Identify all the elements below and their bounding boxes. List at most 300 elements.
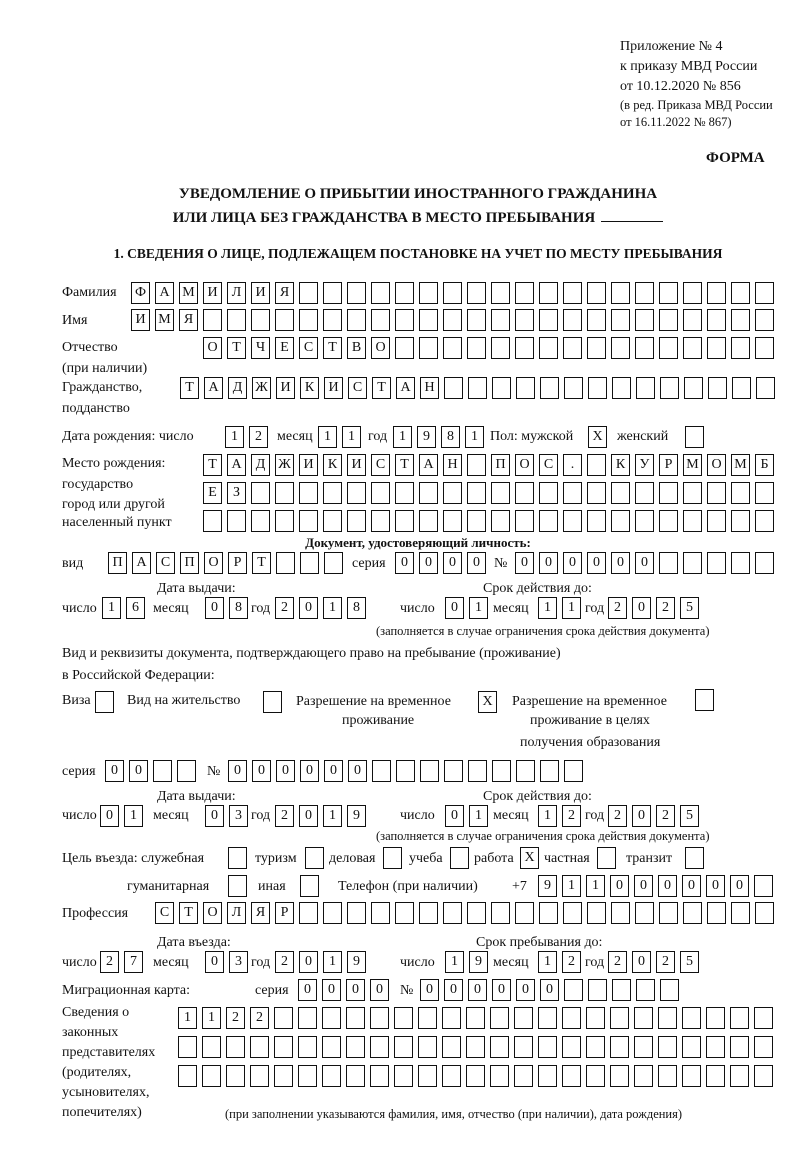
char-cell[interactable]: [396, 760, 415, 782]
char-cell[interactable]: [395, 282, 414, 304]
char-cell[interactable]: 0: [105, 760, 124, 782]
char-cell[interactable]: [755, 337, 774, 359]
char-cell[interactable]: 1: [318, 426, 337, 448]
char-cell[interactable]: [683, 309, 702, 331]
char-cell[interactable]: 0: [322, 979, 341, 1001]
checkbox-cell[interactable]: [685, 426, 704, 448]
char-cell[interactable]: [514, 1036, 533, 1058]
char-cell[interactable]: [682, 1036, 701, 1058]
char-cell[interactable]: [634, 1007, 653, 1029]
char-cell[interactable]: 0: [516, 979, 535, 1001]
char-cell[interactable]: [706, 1065, 725, 1087]
char-cell[interactable]: 1: [323, 597, 342, 619]
char-cell[interactable]: 6: [126, 597, 145, 619]
char-cell[interactable]: [683, 902, 702, 924]
char-cell[interactable]: 1: [323, 805, 342, 827]
char-cell[interactable]: 1: [124, 805, 143, 827]
char-cell[interactable]: И: [347, 454, 366, 476]
char-cell[interactable]: 0: [730, 875, 749, 897]
char-cell[interactable]: А: [396, 377, 415, 399]
char-cell[interactable]: [754, 1065, 773, 1087]
char-cell[interactable]: 0: [100, 805, 119, 827]
char-cell[interactable]: И: [276, 377, 295, 399]
char-cell[interactable]: 0: [515, 552, 534, 574]
char-cell[interactable]: Т: [179, 902, 198, 924]
char-cell[interactable]: П: [108, 552, 127, 574]
char-cell[interactable]: [611, 337, 630, 359]
char-cell[interactable]: 2: [562, 805, 581, 827]
char-cell[interactable]: [515, 337, 534, 359]
char-cell[interactable]: 1: [202, 1007, 221, 1029]
char-cell[interactable]: [177, 760, 196, 782]
char-cell[interactable]: 2: [275, 805, 294, 827]
char-cell[interactable]: [419, 309, 438, 331]
char-cell[interactable]: 8: [229, 597, 248, 619]
char-cell[interactable]: [563, 510, 582, 532]
char-cell[interactable]: 1: [586, 875, 605, 897]
char-cell[interactable]: [612, 979, 631, 1001]
char-cell[interactable]: 5: [680, 951, 699, 973]
char-cell[interactable]: [466, 1036, 485, 1058]
char-cell[interactable]: [467, 482, 486, 504]
char-cell[interactable]: [299, 902, 318, 924]
char-cell[interactable]: [347, 309, 366, 331]
char-cell[interactable]: [323, 510, 342, 532]
char-cell[interactable]: 0: [611, 552, 630, 574]
char-cell[interactable]: 0: [467, 552, 486, 574]
char-cell[interactable]: [491, 309, 510, 331]
char-cell[interactable]: 2: [656, 805, 675, 827]
char-cell[interactable]: [707, 552, 726, 574]
char-cell[interactable]: Т: [323, 337, 342, 359]
checkbox-cell[interactable]: [597, 847, 616, 869]
char-cell[interactable]: М: [683, 454, 702, 476]
char-cell[interactable]: [371, 510, 390, 532]
char-cell[interactable]: [468, 377, 487, 399]
char-cell[interactable]: [347, 510, 366, 532]
char-cell[interactable]: 2: [275, 597, 294, 619]
char-cell[interactable]: [419, 902, 438, 924]
char-cell[interactable]: [467, 902, 486, 924]
char-cell[interactable]: [418, 1007, 437, 1029]
char-cell[interactable]: [491, 282, 510, 304]
char-cell[interactable]: [202, 1036, 221, 1058]
char-cell[interactable]: 1: [562, 875, 581, 897]
char-cell[interactable]: [587, 282, 606, 304]
char-cell[interactable]: 2: [226, 1007, 245, 1029]
char-cell[interactable]: [443, 482, 462, 504]
char-cell[interactable]: [755, 482, 774, 504]
char-cell[interactable]: [298, 1065, 317, 1087]
char-cell[interactable]: [443, 902, 462, 924]
place-of-stay-blank[interactable]: [601, 207, 663, 222]
char-cell[interactable]: [563, 282, 582, 304]
char-cell[interactable]: [443, 282, 462, 304]
char-cell[interactable]: [323, 282, 342, 304]
char-cell[interactable]: [514, 1065, 533, 1087]
char-cell[interactable]: [683, 552, 702, 574]
char-cell[interactable]: [659, 482, 678, 504]
char-cell[interactable]: [658, 1065, 677, 1087]
char-cell[interactable]: [467, 337, 486, 359]
char-cell[interactable]: А: [155, 282, 174, 304]
char-cell[interactable]: [394, 1007, 413, 1029]
char-cell[interactable]: 7: [124, 951, 143, 973]
char-cell[interactable]: [443, 337, 462, 359]
char-cell[interactable]: [372, 760, 391, 782]
char-cell[interactable]: [707, 309, 726, 331]
char-cell[interactable]: [443, 510, 462, 532]
char-cell[interactable]: [419, 282, 438, 304]
char-cell[interactable]: П: [491, 454, 510, 476]
char-cell[interactable]: [443, 309, 462, 331]
char-cell[interactable]: [322, 1007, 341, 1029]
char-cell[interactable]: Т: [180, 377, 199, 399]
char-cell[interactable]: 0: [610, 875, 629, 897]
char-cell[interactable]: 1: [393, 426, 412, 448]
char-cell[interactable]: К: [611, 454, 630, 476]
char-cell[interactable]: 0: [346, 979, 365, 1001]
char-cell[interactable]: [419, 337, 438, 359]
checkbox-cell[interactable]: [450, 847, 469, 869]
char-cell[interactable]: [275, 510, 294, 532]
char-cell[interactable]: [467, 282, 486, 304]
char-cell[interactable]: [635, 510, 654, 532]
char-cell[interactable]: 9: [469, 951, 488, 973]
char-cell[interactable]: О: [371, 337, 390, 359]
char-cell[interactable]: [564, 979, 583, 1001]
char-cell[interactable]: [634, 1065, 653, 1087]
char-cell[interactable]: М: [731, 454, 750, 476]
char-cell[interactable]: [394, 1036, 413, 1058]
char-cell[interactable]: О: [203, 902, 222, 924]
char-cell[interactable]: 0: [540, 979, 559, 1001]
char-cell[interactable]: М: [179, 282, 198, 304]
char-cell[interactable]: И: [299, 454, 318, 476]
char-cell[interactable]: [730, 1007, 749, 1029]
char-cell[interactable]: А: [419, 454, 438, 476]
char-cell[interactable]: 5: [680, 597, 699, 619]
char-cell[interactable]: Р: [275, 902, 294, 924]
char-cell[interactable]: [755, 282, 774, 304]
char-cell[interactable]: [298, 1036, 317, 1058]
char-cell[interactable]: [323, 482, 342, 504]
char-cell[interactable]: Я: [251, 902, 270, 924]
char-cell[interactable]: [395, 510, 414, 532]
char-cell[interactable]: Б: [755, 454, 774, 476]
char-cell[interactable]: 2: [608, 805, 627, 827]
char-cell[interactable]: И: [251, 282, 270, 304]
char-cell[interactable]: [226, 1065, 245, 1087]
char-cell[interactable]: И: [324, 377, 343, 399]
char-cell[interactable]: [564, 377, 583, 399]
char-cell[interactable]: [563, 309, 582, 331]
char-cell[interactable]: У: [635, 454, 654, 476]
char-cell[interactable]: [563, 902, 582, 924]
char-cell[interactable]: [730, 1065, 749, 1087]
char-cell[interactable]: Л: [227, 902, 246, 924]
char-cell[interactable]: [444, 377, 463, 399]
char-cell[interactable]: 0: [419, 552, 438, 574]
char-cell[interactable]: А: [227, 454, 246, 476]
char-cell[interactable]: [153, 760, 172, 782]
char-cell[interactable]: [755, 552, 774, 574]
char-cell[interactable]: [515, 902, 534, 924]
char-cell[interactable]: 0: [228, 760, 247, 782]
checkbox-cell[interactable]: [228, 875, 247, 897]
char-cell[interactable]: 8: [347, 597, 366, 619]
char-cell[interactable]: [731, 510, 750, 532]
char-cell[interactable]: [516, 760, 535, 782]
char-cell[interactable]: Н: [420, 377, 439, 399]
char-cell[interactable]: [418, 1036, 437, 1058]
char-cell[interactable]: [347, 902, 366, 924]
char-cell[interactable]: [587, 454, 606, 476]
char-cell[interactable]: 0: [658, 875, 677, 897]
char-cell[interactable]: 0: [298, 979, 317, 1001]
char-cell[interactable]: Т: [203, 454, 222, 476]
char-cell[interactable]: 0: [299, 805, 318, 827]
char-cell[interactable]: [682, 1007, 701, 1029]
char-cell[interactable]: [442, 1036, 461, 1058]
char-cell[interactable]: 1: [178, 1007, 197, 1029]
char-cell[interactable]: 0: [300, 760, 319, 782]
char-cell[interactable]: [754, 1036, 773, 1058]
char-cell[interactable]: [490, 1065, 509, 1087]
char-cell[interactable]: 1: [445, 951, 464, 973]
char-cell[interactable]: С: [371, 454, 390, 476]
char-cell[interactable]: 2: [656, 597, 675, 619]
char-cell[interactable]: О: [204, 552, 223, 574]
char-cell[interactable]: [682, 1065, 701, 1087]
char-cell[interactable]: [587, 510, 606, 532]
char-cell[interactable]: [323, 902, 342, 924]
char-cell[interactable]: [298, 1007, 317, 1029]
char-cell[interactable]: 2: [608, 951, 627, 973]
char-cell[interactable]: 0: [445, 597, 464, 619]
char-cell[interactable]: [371, 482, 390, 504]
char-cell[interactable]: [635, 282, 654, 304]
char-cell[interactable]: [538, 1036, 557, 1058]
checkbox-cell[interactable]: [95, 691, 114, 713]
char-cell[interactable]: М: [155, 309, 174, 331]
char-cell[interactable]: [659, 282, 678, 304]
char-cell[interactable]: [491, 510, 510, 532]
char-cell[interactable]: [250, 1036, 269, 1058]
char-cell[interactable]: [226, 1036, 245, 1058]
char-cell[interactable]: 1: [538, 951, 557, 973]
checkbox-cell[interactable]: [305, 847, 324, 869]
char-cell[interactable]: [395, 482, 414, 504]
char-cell[interactable]: 0: [348, 760, 367, 782]
char-cell[interactable]: Ж: [275, 454, 294, 476]
char-cell[interactable]: К: [323, 454, 342, 476]
char-cell[interactable]: Ф: [131, 282, 150, 304]
char-cell[interactable]: 8: [441, 426, 460, 448]
char-cell[interactable]: 0: [632, 597, 651, 619]
char-cell[interactable]: [754, 1007, 773, 1029]
char-cell[interactable]: [466, 1007, 485, 1029]
char-cell[interactable]: [731, 902, 750, 924]
char-cell[interactable]: [492, 377, 511, 399]
char-cell[interactable]: [611, 282, 630, 304]
char-cell[interactable]: [468, 760, 487, 782]
char-cell[interactable]: [659, 902, 678, 924]
char-cell[interactable]: [588, 377, 607, 399]
char-cell[interactable]: [756, 377, 775, 399]
checkbox-cell[interactable]: [263, 691, 282, 713]
char-cell[interactable]: 9: [347, 951, 366, 973]
char-cell[interactable]: [492, 760, 511, 782]
char-cell[interactable]: [490, 1007, 509, 1029]
char-cell[interactable]: [346, 1036, 365, 1058]
char-cell[interactable]: [587, 902, 606, 924]
char-cell[interactable]: 0: [395, 552, 414, 574]
char-cell[interactable]: Р: [228, 552, 247, 574]
char-cell[interactable]: 0: [205, 597, 224, 619]
char-cell[interactable]: [754, 875, 773, 897]
char-cell[interactable]: 1: [469, 597, 488, 619]
char-cell[interactable]: [707, 902, 726, 924]
char-cell[interactable]: 0: [370, 979, 389, 1001]
char-cell[interactable]: 0: [632, 805, 651, 827]
char-cell[interactable]: 0: [324, 760, 343, 782]
char-cell[interactable]: [539, 510, 558, 532]
char-cell[interactable]: [587, 337, 606, 359]
char-cell[interactable]: 5: [680, 805, 699, 827]
char-cell[interactable]: [250, 1065, 269, 1087]
char-cell[interactable]: 0: [445, 805, 464, 827]
char-cell[interactable]: [731, 482, 750, 504]
char-cell[interactable]: [346, 1065, 365, 1087]
char-cell[interactable]: [516, 377, 535, 399]
char-cell[interactable]: [708, 377, 727, 399]
char-cell[interactable]: [707, 282, 726, 304]
char-cell[interactable]: [707, 482, 726, 504]
char-cell[interactable]: [539, 902, 558, 924]
char-cell[interactable]: [539, 282, 558, 304]
char-cell[interactable]: [491, 337, 510, 359]
char-cell[interactable]: [300, 552, 319, 574]
char-cell[interactable]: 2: [608, 597, 627, 619]
char-cell[interactable]: [707, 337, 726, 359]
char-cell[interactable]: [275, 309, 294, 331]
char-cell[interactable]: 0: [299, 951, 318, 973]
char-cell[interactable]: [371, 282, 390, 304]
char-cell[interactable]: Р: [659, 454, 678, 476]
char-cell[interactable]: [467, 454, 486, 476]
checkbox-cell[interactable]: [300, 875, 319, 897]
char-cell[interactable]: [515, 482, 534, 504]
char-cell[interactable]: А: [132, 552, 151, 574]
char-cell[interactable]: [634, 1036, 653, 1058]
char-cell[interactable]: [563, 337, 582, 359]
char-cell[interactable]: 0: [635, 552, 654, 574]
char-cell[interactable]: С: [539, 454, 558, 476]
char-cell[interactable]: [178, 1065, 197, 1087]
char-cell[interactable]: [659, 309, 678, 331]
char-cell[interactable]: [227, 510, 246, 532]
char-cell[interactable]: [251, 510, 270, 532]
char-cell[interactable]: 1: [323, 951, 342, 973]
checkbox-cell[interactable]: [228, 847, 247, 869]
char-cell[interactable]: [275, 482, 294, 504]
char-cell[interactable]: 1: [538, 597, 557, 619]
char-cell[interactable]: Ж: [252, 377, 271, 399]
char-cell[interactable]: [420, 760, 439, 782]
char-cell[interactable]: [395, 902, 414, 924]
char-cell[interactable]: [586, 1036, 605, 1058]
char-cell[interactable]: [442, 1065, 461, 1087]
char-cell[interactable]: 1: [225, 426, 244, 448]
char-cell[interactable]: [658, 1007, 677, 1029]
char-cell[interactable]: [539, 337, 558, 359]
checkbox-cell[interactable]: X: [520, 847, 539, 869]
char-cell[interactable]: 0: [587, 552, 606, 574]
char-cell[interactable]: П: [180, 552, 199, 574]
char-cell[interactable]: [274, 1036, 293, 1058]
char-cell[interactable]: Т: [252, 552, 271, 574]
char-cell[interactable]: 2: [100, 951, 119, 973]
char-cell[interactable]: Я: [179, 309, 198, 331]
char-cell[interactable]: 0: [632, 951, 651, 973]
char-cell[interactable]: [276, 552, 295, 574]
char-cell[interactable]: [322, 1065, 341, 1087]
char-cell[interactable]: [611, 510, 630, 532]
char-cell[interactable]: [515, 510, 534, 532]
char-cell[interactable]: [466, 1065, 485, 1087]
char-cell[interactable]: 9: [538, 875, 557, 897]
checkbox-cell[interactable]: [685, 847, 704, 869]
char-cell[interactable]: 3: [229, 951, 248, 973]
char-cell[interactable]: Е: [275, 337, 294, 359]
char-cell[interactable]: [346, 1007, 365, 1029]
char-cell[interactable]: [299, 510, 318, 532]
char-cell[interactable]: [610, 1036, 629, 1058]
char-cell[interactable]: [538, 1007, 557, 1029]
char-cell[interactable]: С: [299, 337, 318, 359]
char-cell[interactable]: [419, 482, 438, 504]
char-cell[interactable]: 0: [129, 760, 148, 782]
char-cell[interactable]: [659, 337, 678, 359]
char-cell[interactable]: С: [155, 902, 174, 924]
char-cell[interactable]: [370, 1065, 389, 1087]
char-cell[interactable]: [731, 337, 750, 359]
char-cell[interactable]: 9: [417, 426, 436, 448]
char-cell[interactable]: [755, 510, 774, 532]
char-cell[interactable]: 0: [420, 979, 439, 1001]
char-cell[interactable]: 9: [347, 805, 366, 827]
char-cell[interactable]: [419, 510, 438, 532]
char-cell[interactable]: [731, 282, 750, 304]
char-cell[interactable]: 0: [252, 760, 271, 782]
char-cell[interactable]: 1: [465, 426, 484, 448]
char-cell[interactable]: [659, 510, 678, 532]
char-cell[interactable]: [706, 1036, 725, 1058]
char-cell[interactable]: С: [348, 377, 367, 399]
char-cell[interactable]: 2: [275, 951, 294, 973]
char-cell[interactable]: Т: [227, 337, 246, 359]
char-cell[interactable]: [586, 1065, 605, 1087]
char-cell[interactable]: Т: [395, 454, 414, 476]
char-cell[interactable]: [444, 760, 463, 782]
char-cell[interactable]: [299, 309, 318, 331]
char-cell[interactable]: Е: [203, 482, 222, 504]
char-cell[interactable]: [660, 979, 679, 1001]
checkbox-cell[interactable]: X: [478, 691, 497, 713]
char-cell[interactable]: 0: [444, 979, 463, 1001]
char-cell[interactable]: [370, 1007, 389, 1029]
